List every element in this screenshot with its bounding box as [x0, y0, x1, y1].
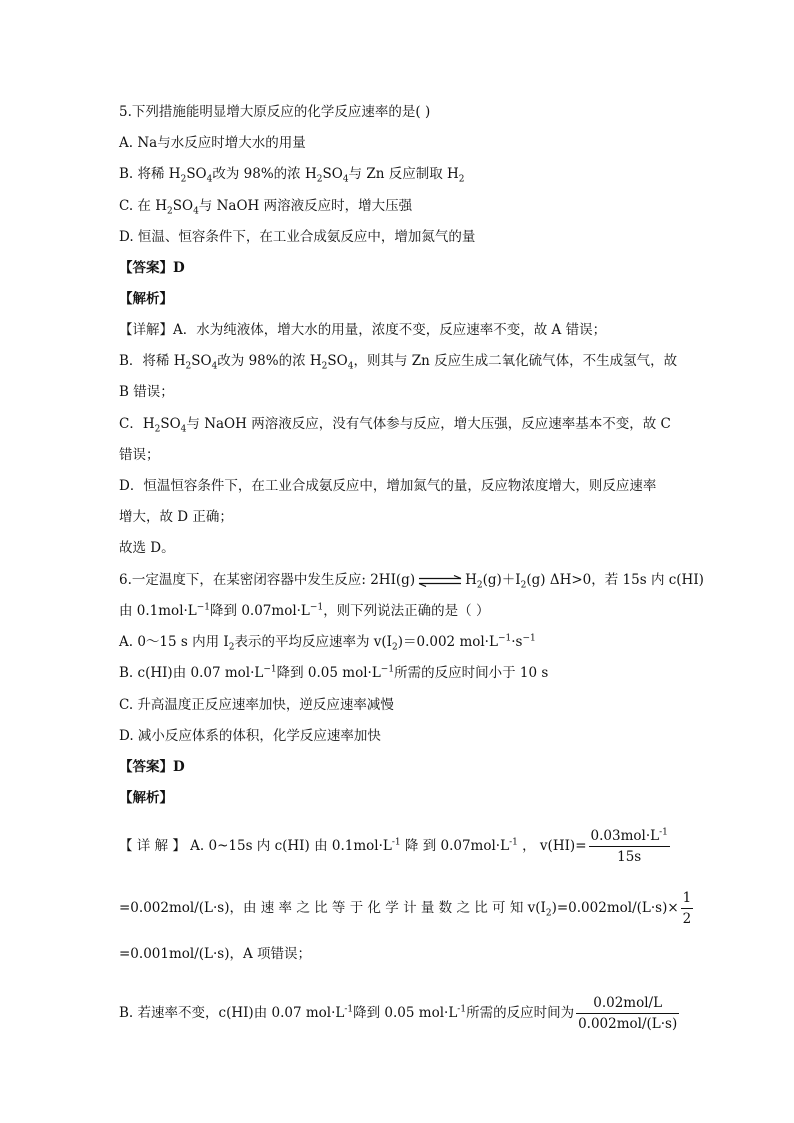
q6-answer: 【答案】D [119, 759, 185, 775]
fraction-time: $\frac{\text{0.02mol/L}}{\text{0.002mol/(L·s)}}$ [578, 995, 678, 1032]
q5-detail-b: B．将稀 $H_2SO_4$改为 98%的浓 $H_2SO_4$，则其与 Zn 反应生成二氧化硫气体，不生成氢气，故 [119, 353, 678, 372]
fraction-one-half: $\frac{1}{2}$ [682, 890, 692, 927]
q5-stem: 5.下列措施能明显增大原反应的化学反应速率的是( ) [119, 104, 431, 120]
q5-option-b: B. 将稀 $H_2SO_4$改为 98%的浓 $H_2SO_4$与 Zn 反应制取 $H_2$ [119, 166, 465, 185]
q5-answer: 【答案】D [119, 260, 185, 276]
q6-detail-a: 【 详 解 】 A. 0~15s 内 c(HI) 由 $0.1mol\cdot L^{-1}$ 降 到 $0.07mol\cdot L^{-1}$ ， v(HI)= $\frac{0.03mol\cdot L^{-1}}{15s}$ [119, 827, 668, 865]
q6-stem-cont: 由 $0.1mol\cdot L^{-1}$降到 $0.07mol\cdot L^{-1}$，则下列说法正确的是（ ） [119, 602, 490, 619]
q5-detail-c-cont: 错误； [119, 447, 160, 463]
q5-detail-d-cont: 增大，故 D 正确； [119, 509, 233, 525]
q5-detail-d: D．恒温恒容条件下，在工业合成氨反应中，增加氮气的量，反应物浓度增大，则反应速率 [119, 478, 657, 494]
q6-option-c: C. 升高温度正反应速率加快，逆反应速率减慢 [119, 697, 394, 713]
q5-detail-b-cont: B 错误； [119, 384, 174, 400]
q5-detail-a: 【详解】A．水为纯液体，增大水的用量，浓度不变，反应速率不变，故 A 错误； [119, 322, 607, 338]
q6-option-a: A. 0～15 s 内用 $I_2$表示的平均反应速率为 $v(I_2)=0.002$ $mol\cdot L^{-1}\cdot s^{-1}$ [119, 633, 536, 653]
q6-detail-a-result: =0.001mol/(L·s)，A 项错误； [119, 946, 312, 962]
q5-analysis-heading: 【解析】 [119, 291, 173, 307]
q5-option-a: A. Na与水反应时增大水的用量 [119, 135, 306, 151]
q6-option-d: D. 减小反应体系的体积，化学反应速率加快 [119, 728, 381, 744]
q6-analysis-heading: 【解析】 [119, 790, 173, 806]
q6-stem: 6.一定温度下，在某密闭容器中发生反应: 2HI(g) $H_2(g)+I_2(g)$ ΔH>0，若 15s 内 c(HI) [119, 572, 704, 591]
q6-option-b: B. c(HI)由 0.07 $mol\cdot L^{-1}$降到 0.05 $mol\cdot L^{-1}$所需的反应时间小于 10 s [119, 664, 549, 681]
q6-detail-b: B. 若速率不变，c(HI)由 0.07 $mol\cdot L^{-1}$降到 0.05 $mol\cdot L^{-1}$所需的反应时间为 $\frac{\text{0.02mol/L}}{\text{0.002mol/(L·s)}}$ [119, 995, 678, 1032]
q5-conclusion: 故选 D。 [119, 540, 175, 556]
q5-option-d: D. 恒温、恒容条件下，在工业合成氨反应中，增加氮气的量 [119, 229, 476, 245]
q6-detail-a-cont: =0.002mol/(L·s)，由 速 率 之 比 等 于 化 学 计 量 数 之 比 可 知 $v(I_2)=0.002mol/(L\cdot s)\times$ $\frac{1}{2}$ [119, 890, 692, 927]
q5-detail-c: C．$H_2SO_4$与 NaOH 两溶液反应，没有气体参与反应，增大压强，反应速率基本不变，故 C [119, 416, 671, 435]
equilibrium-arrow-icon [417, 575, 463, 587]
fraction-rate-hi: $\frac{0.03mol\cdot L^{-1}}{15s}$ [590, 827, 668, 865]
q5-option-c: C. 在 $H_2SO_4$与 NaOH 两溶液反应时，增大压强 [119, 198, 413, 217]
